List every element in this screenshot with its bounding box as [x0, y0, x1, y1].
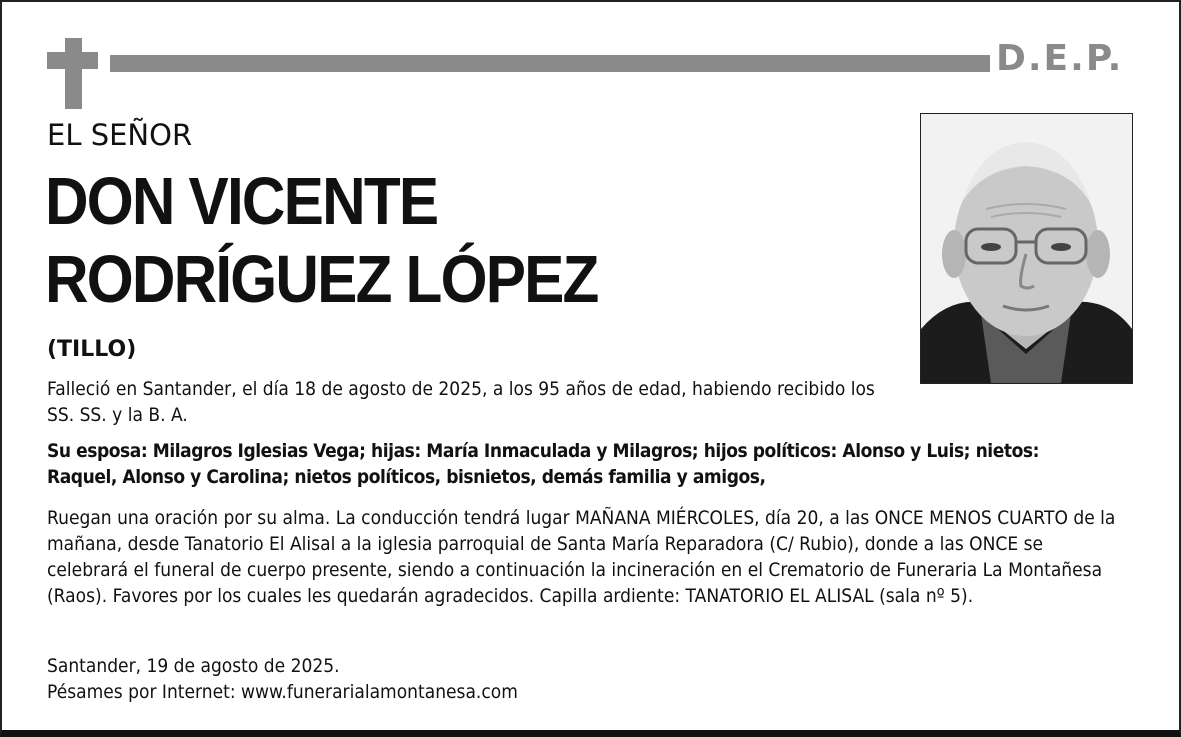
death-notice-text: Falleció en Santander, el día 18 de agosto de 2025, a los 95 años de edad, habiendo recibido los SS. SS. y la B. A. [47, 378, 875, 426]
deceased-name-line2: RODRÍGUEZ LÓPEZ [45, 242, 598, 317]
cross-icon-bar [47, 52, 98, 69]
service-text: Ruegan una oración por su alma. La conducción tendrá lugar MAÑANA MIÉRCOLES, día 20, a las ONCE MENOS CUARTO de la mañana, desde Tanatorio El Alisal a la iglesia parroquial de Santa María Reparadora (C/ Rubio), donde a las ONCE se celebrará el funeral de cuerpo presente, siendo a continuación la incineración en el Crematorio de Funeraria La Montañesa (Raos). Favores por los cuales les quedarán agradecidos. Capilla ardiente: TANATORIO EL ALISAL (sala nº 5). [47, 507, 1116, 607]
header-rule [110, 55, 990, 72]
cross-icon [65, 38, 82, 109]
condolences-link: Pésames por Internet: www.funerarialamontanesa.com [47, 681, 518, 703]
dep-mark: D.E.P. [996, 38, 1124, 79]
portrait-illustration [921, 114, 1132, 383]
footer-text [47, 653, 677, 705]
place-date: Santander, 19 de agosto de 2025. [47, 655, 340, 677]
nickname: (TILLO) [47, 337, 137, 362]
portrait-photo [920, 113, 1133, 384]
honorific-title: EL SEÑOR [47, 118, 193, 152]
deceased-name-line1: DON VICENTE [45, 164, 438, 239]
family-text: Su esposa: Milagros Iglesias Vega; hijas: María Inmaculada y Milagros; hijos políticos: Alonso y Luis; nietos: Raquel, Alonso y Carolina; nietos políticos, bisnietos, demás familia y amigos, [47, 440, 1039, 488]
